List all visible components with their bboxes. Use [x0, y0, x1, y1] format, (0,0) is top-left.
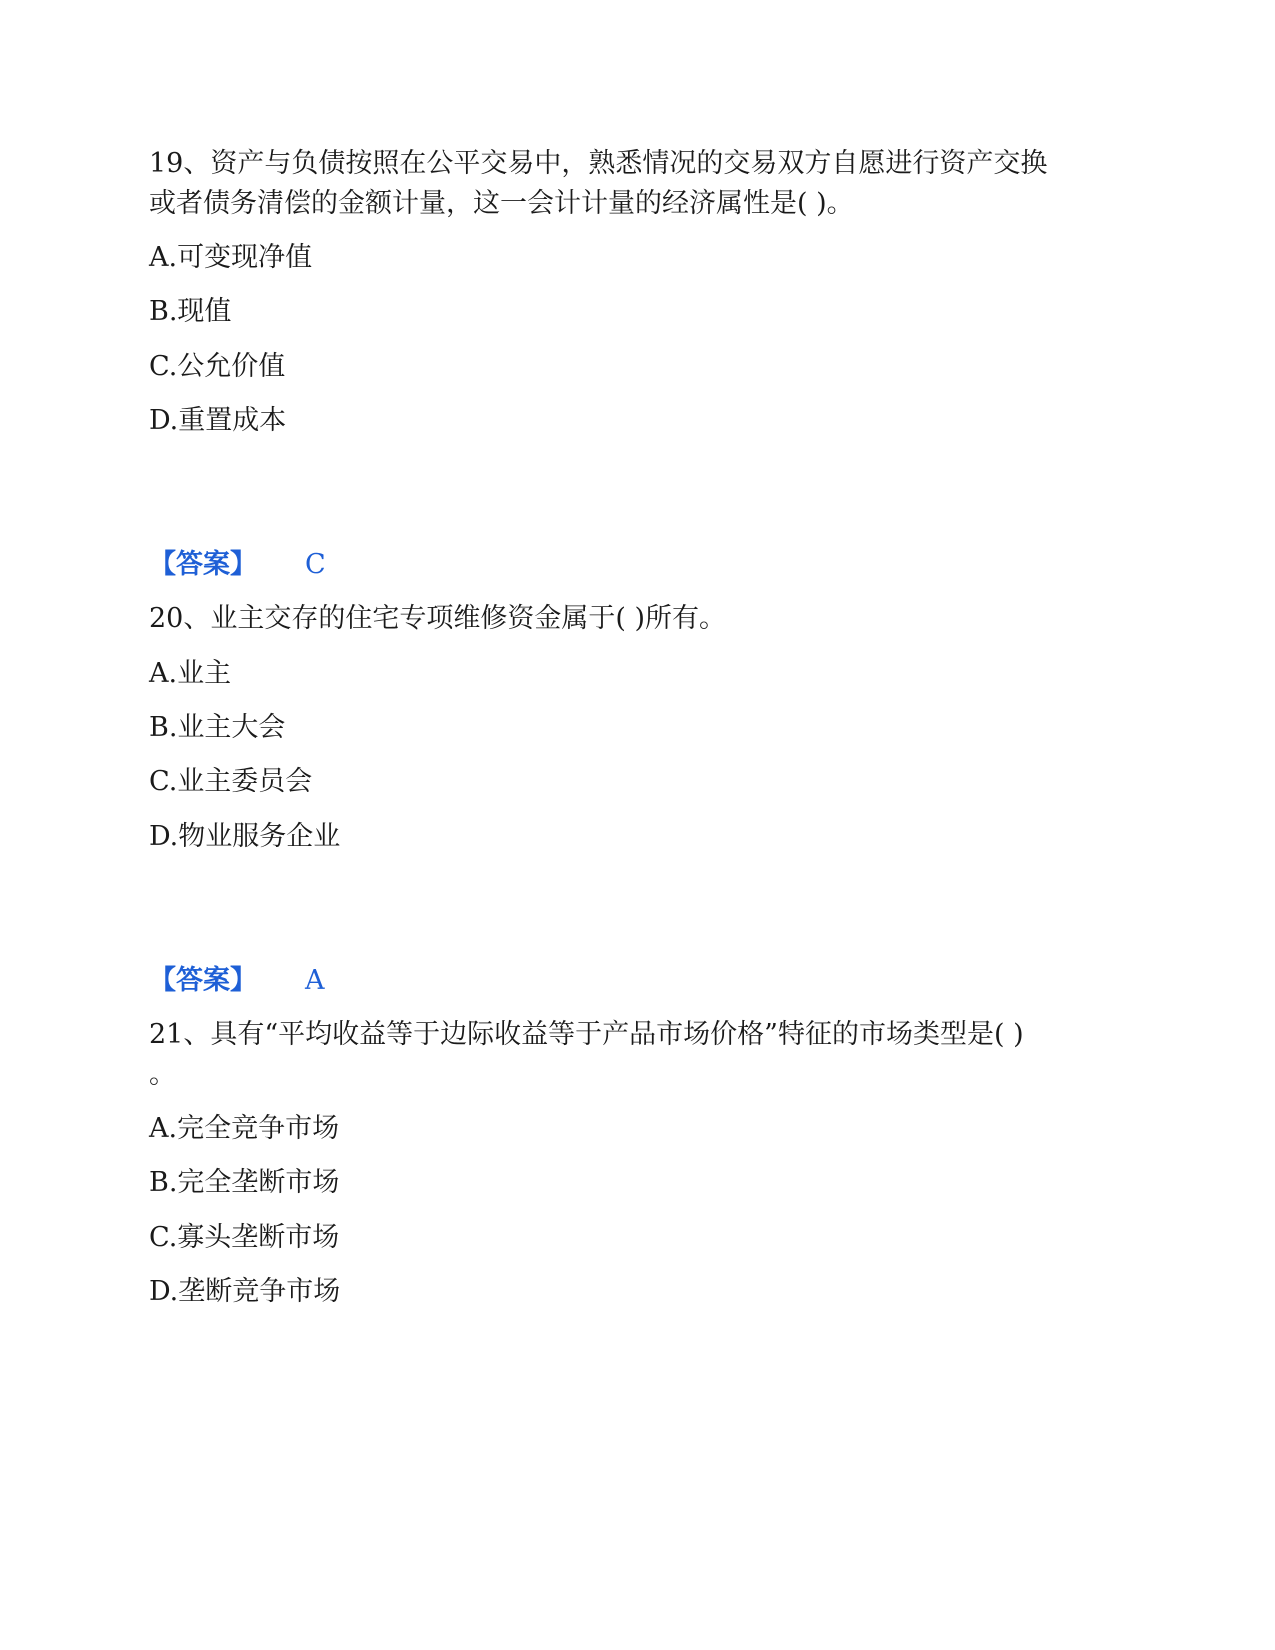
- question-19-line-1: 19、资产与负债按照在公平交易中，熟悉情况的交易双方自愿进行资产交换: [149, 148, 1048, 179]
- question-21-option-d: D.垄断竞争市场: [149, 1276, 341, 1307]
- answer-19: [149, 545, 326, 585]
- question-21-line-1: 21、具有“平均收益等于边际收益等于产品市场价格”特征的市场类型是( ): [149, 1019, 1024, 1050]
- question-20-option-d: D.物业服务企业: [149, 821, 341, 852]
- question-21-stem: [149, 1015, 1129, 1095]
- question-19-line-2: 或者债务清偿的金额计量，这一会计计量的经济属性是( )。: [149, 188, 854, 219]
- question-20-line-1: 20、业主交存的住宅专项维修资金属于( )所有。: [149, 603, 727, 634]
- question-20-option-c: C.业主委员会: [149, 766, 313, 797]
- question-19-option-c: C.公允价值: [149, 351, 286, 382]
- answer-20: [149, 961, 325, 1001]
- question-21-option-b: B.完全垄断市场: [149, 1167, 340, 1198]
- answer-label: 【答案】: [149, 549, 257, 580]
- question-20-stem: [149, 599, 1129, 639]
- answer-value: C: [305, 549, 326, 580]
- question-21-option-c: C.寡头垄断市场: [149, 1222, 340, 1253]
- question-20-option-a: A.业主: [149, 658, 232, 689]
- question-21-line-2: 。: [149, 1059, 176, 1090]
- answer-label: 【答案】: [149, 965, 257, 996]
- answer-value: A: [305, 965, 325, 996]
- question-19-option-d: D.重置成本: [149, 405, 287, 436]
- question-19-option-b: B.现值: [149, 296, 232, 327]
- question-19-stem: [149, 144, 1129, 224]
- question-19-option-a: A.可变现净值: [149, 242, 313, 273]
- question-21-option-a: A.完全竞争市场: [149, 1113, 340, 1144]
- question-20-option-b: B.业主大会: [149, 712, 286, 743]
